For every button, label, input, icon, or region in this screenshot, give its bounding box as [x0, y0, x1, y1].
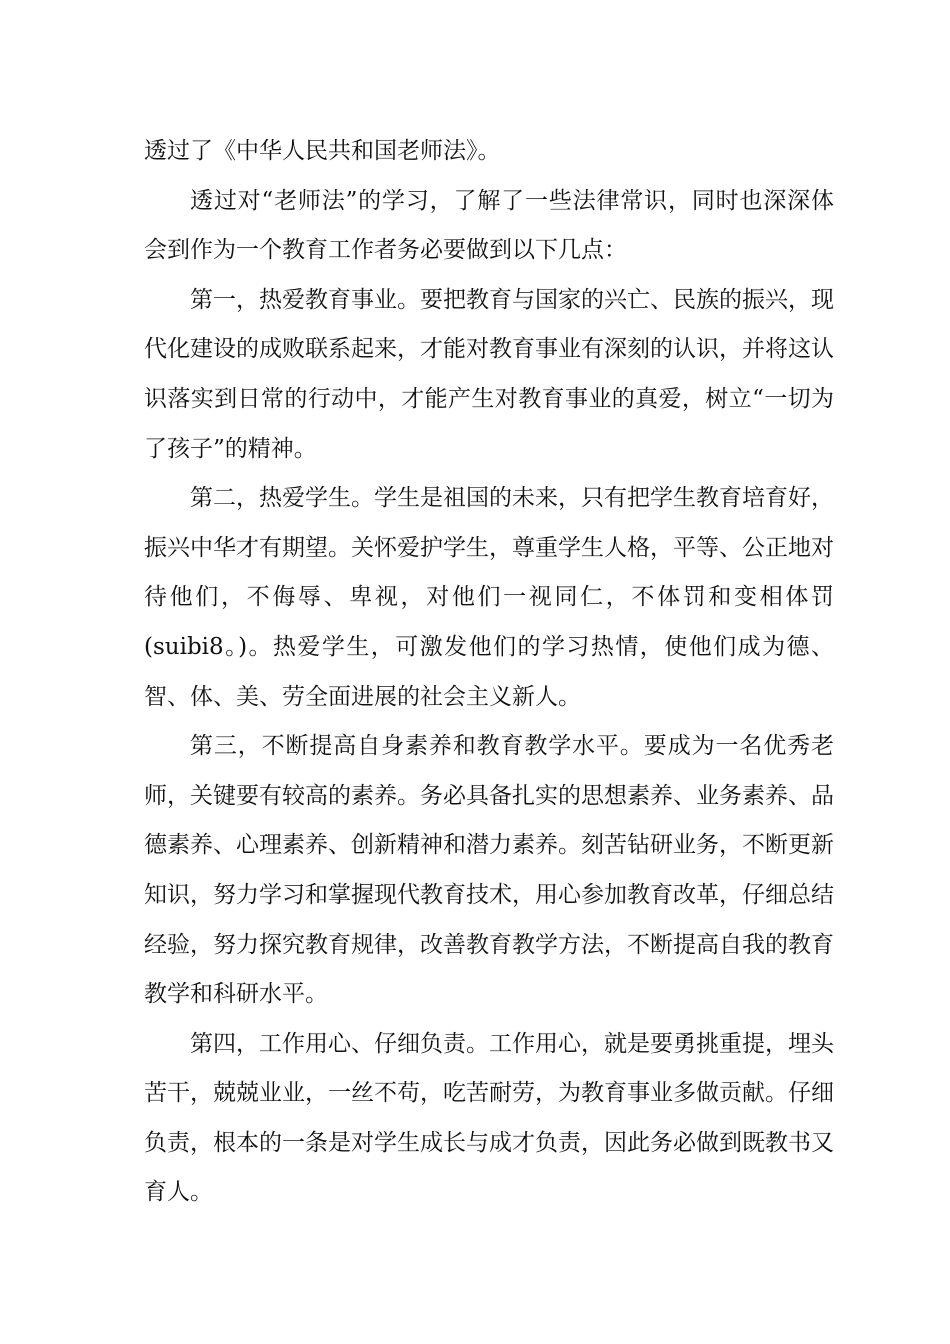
paragraph-6: 第四，工作用心、仔细负责。工作用心，就是要勇挑重提，埋头苦干，兢兢业业，一丝不苟，吃苦耐劳，为教育事业多做贡献。仔细负责，根本的一条是对学生成长与成才负责，因此务必做到既教书又育人。 [144, 1030, 834, 1206]
paragraph-1: 透过了《中华人民共和国老师法》。 [144, 138, 501, 164]
paragraph-4: 第二，热爱学生。学生是祖国的未来，只有把学生教育培育好，振兴中华才有期望。关怀爱护学生，尊重学生人格，平等、公正地对待他们，不侮辱、卑视，对他们一视同仁，不体罚和变相体罚(suibi8。)。热爱学生，可激发他们的学习热情，使他们成为德、智、体、美、劳全面进展的社会主义新人。 [144, 485, 834, 710]
document-body [144, 127, 834, 1218]
paragraph-3: 第一，热爱教育事业。要把教育与国家的兴亡、民族的振兴，现代化建设的成败联系起来，才能对教育事业有深刻的认识，并将这认识落实到日常的行动中，才能产生对教育事业的真爱，树立“一切为了孩子”的精神。 [144, 286, 834, 462]
paragraph-5: 第三，不断提高自身素养和教育教学水平。要成为一名优秀老师，关键要有较高的素养。务必具备扎实的思想素养、业务素养、品德素养、心理素养、创新精神和潜力素养。刻苦钻研业务，不断更新知识，努力学习和掌握现代教育技术，用心参加教育改革，仔细总结经验，努力探究教育规律，改善教育教学方法，不断提高自我的教育教学和科研水平。 [144, 733, 834, 1008]
paragraph-2: 透过对“老师法”的学习，了解了一些法律常识，同时也深深体会到作为一个教育工作者务必要做到以下几点： [144, 187, 834, 264]
